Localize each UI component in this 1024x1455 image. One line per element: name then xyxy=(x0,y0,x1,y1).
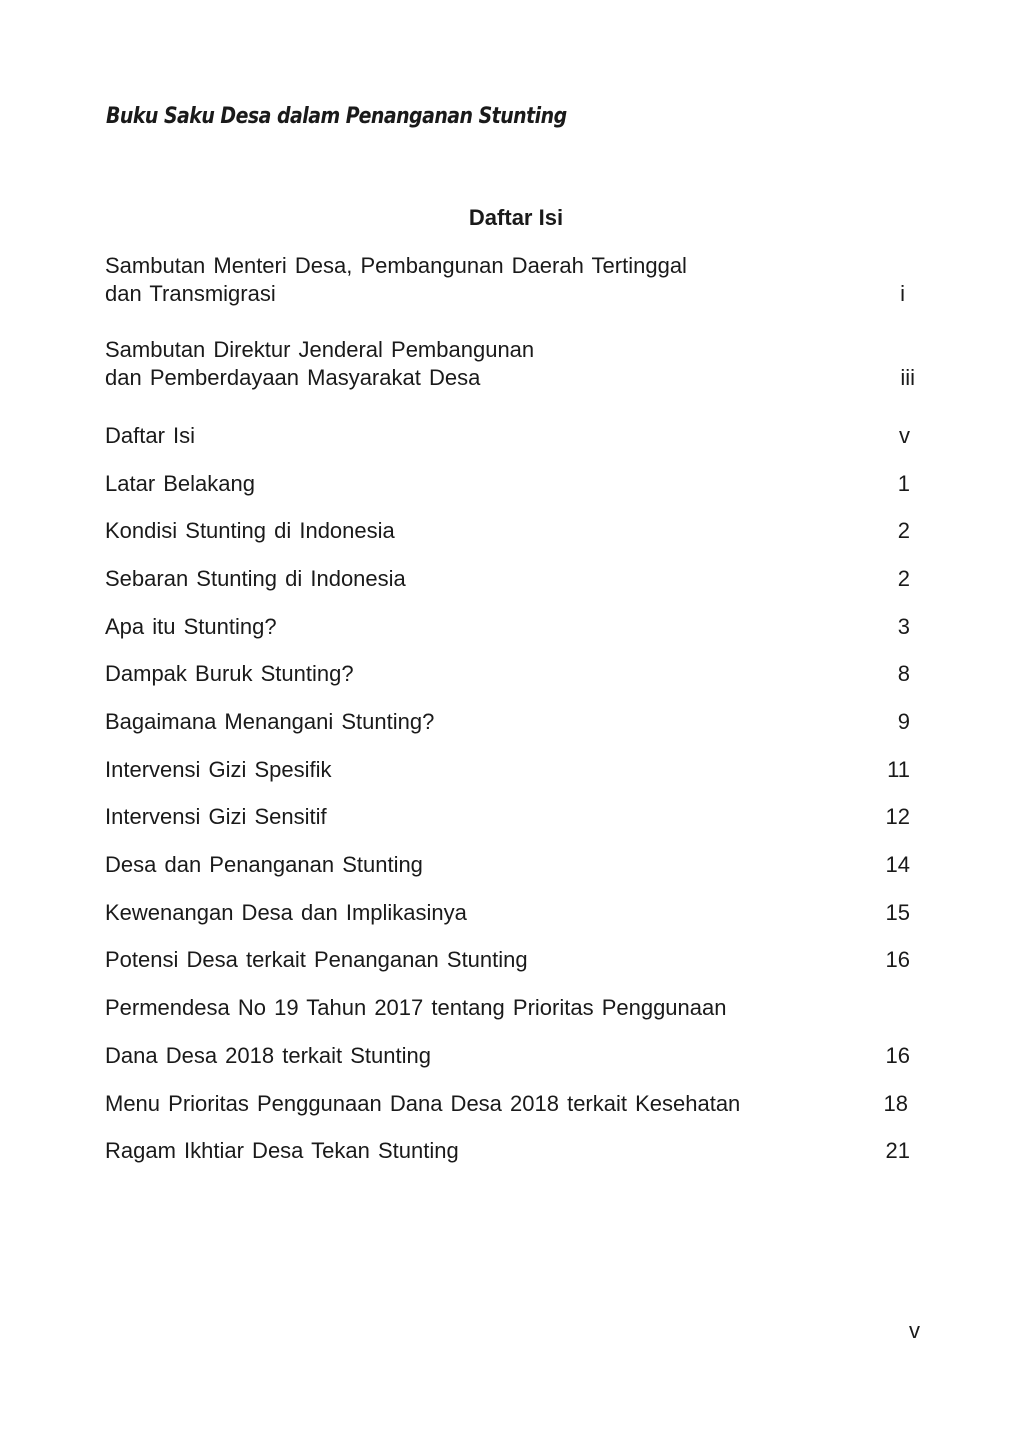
toc-entry-page: 1 xyxy=(897,471,910,496)
toc-entry-title: Dana Desa 2018 terkait Stunting xyxy=(105,1043,431,1068)
toc-entry-title: Dampak Buruk Stunting? xyxy=(105,661,354,686)
toc-entry-page: 21 xyxy=(885,1138,910,1163)
toc-entry-page: 2 xyxy=(897,566,910,591)
toc-entry-page: 15 xyxy=(885,900,910,925)
toc-entry-page: 12 xyxy=(885,804,910,829)
toc-entry[interactable] xyxy=(105,851,915,879)
toc-entry-page: v xyxy=(899,423,910,448)
toc-entry[interactable] xyxy=(105,252,915,308)
toc-entry-page: iii xyxy=(900,365,915,390)
toc-entry[interactable] xyxy=(105,613,915,641)
toc-entry-title: Sambutan Menteri Desa, Pembangunan Daerah Tertinggal dan Transmigrasi xyxy=(105,253,687,306)
toc-entry-title: Sambutan Direktur Jenderal Pembangunan dan Pemberdayaan Masyarakat Desa xyxy=(105,337,535,390)
toc-entry-page: i xyxy=(900,281,905,306)
toc-entry-title: Intervensi Gizi Sensitif xyxy=(105,804,327,829)
toc-entry[interactable] xyxy=(105,946,915,974)
toc-entry-title: Bagaimana Menangani Stunting? xyxy=(105,709,435,734)
toc-entry[interactable] xyxy=(105,336,915,392)
toc-entry-title: Sebaran Stunting di Indonesia xyxy=(105,566,406,591)
toc-entry-page: 8 xyxy=(897,661,910,686)
toc-entry[interactable] xyxy=(105,708,915,736)
toc-entry[interactable] xyxy=(105,1090,915,1118)
toc-entry-page: 9 xyxy=(897,709,910,734)
toc-entry-title: Menu Prioritas Penggunaan Dana Desa 2018 terkait Kesehatan xyxy=(105,1091,741,1116)
toc-entry-title: Latar Belakang xyxy=(105,471,255,496)
toc-entry-title: Intervensi Gizi Spesifik xyxy=(105,757,332,782)
toc-entry-title: Desa dan Penanganan Stunting xyxy=(105,852,423,877)
book-title: Buku Saku Desa dalam Penanganan Stunting xyxy=(106,104,567,129)
toc-entry[interactable] xyxy=(105,803,915,831)
toc-entry-page: 11 xyxy=(887,757,910,782)
toc-entry[interactable] xyxy=(105,517,915,545)
toc-entry-title: Apa itu Stunting? xyxy=(105,614,277,639)
toc-entry-title: Ragam Ikhtiar Desa Tekan Stunting xyxy=(105,1138,459,1163)
toc-entry-title: Potensi Desa terkait Penanganan Stunting xyxy=(105,947,528,972)
toc-heading: Daftar Isi xyxy=(468,205,564,230)
toc-entry-title: Permendesa No 19 Tahun 2017 tentang Prioritas Penggunaan xyxy=(105,995,727,1020)
toc-entry-page: 16 xyxy=(885,947,910,972)
toc-entry[interactable] xyxy=(105,756,915,784)
toc-entry[interactable] xyxy=(105,1042,915,1070)
toc-entry[interactable] xyxy=(105,1137,915,1165)
toc-entry[interactable] xyxy=(105,422,915,450)
toc-entry[interactable] xyxy=(105,994,915,1022)
toc-entry[interactable] xyxy=(105,899,915,927)
toc-entry[interactable] xyxy=(105,660,915,688)
toc-entry-title: Daftar Isi xyxy=(105,423,196,448)
toc-entry-page: 2 xyxy=(897,518,910,543)
toc-entry-page: 3 xyxy=(897,614,910,639)
toc-entry-title: Kewenangan Desa dan Implikasinya xyxy=(105,900,467,925)
toc-entry-page: 14 xyxy=(885,852,910,877)
toc-entry-title: Kondisi Stunting di Indonesia xyxy=(105,518,395,543)
toc-entry-page: 18 xyxy=(883,1091,908,1116)
toc-entry-page: 16 xyxy=(885,1043,910,1068)
toc-entry[interactable] xyxy=(105,565,915,593)
toc-entry[interactable] xyxy=(105,470,915,498)
page-number: v xyxy=(909,1318,920,1343)
